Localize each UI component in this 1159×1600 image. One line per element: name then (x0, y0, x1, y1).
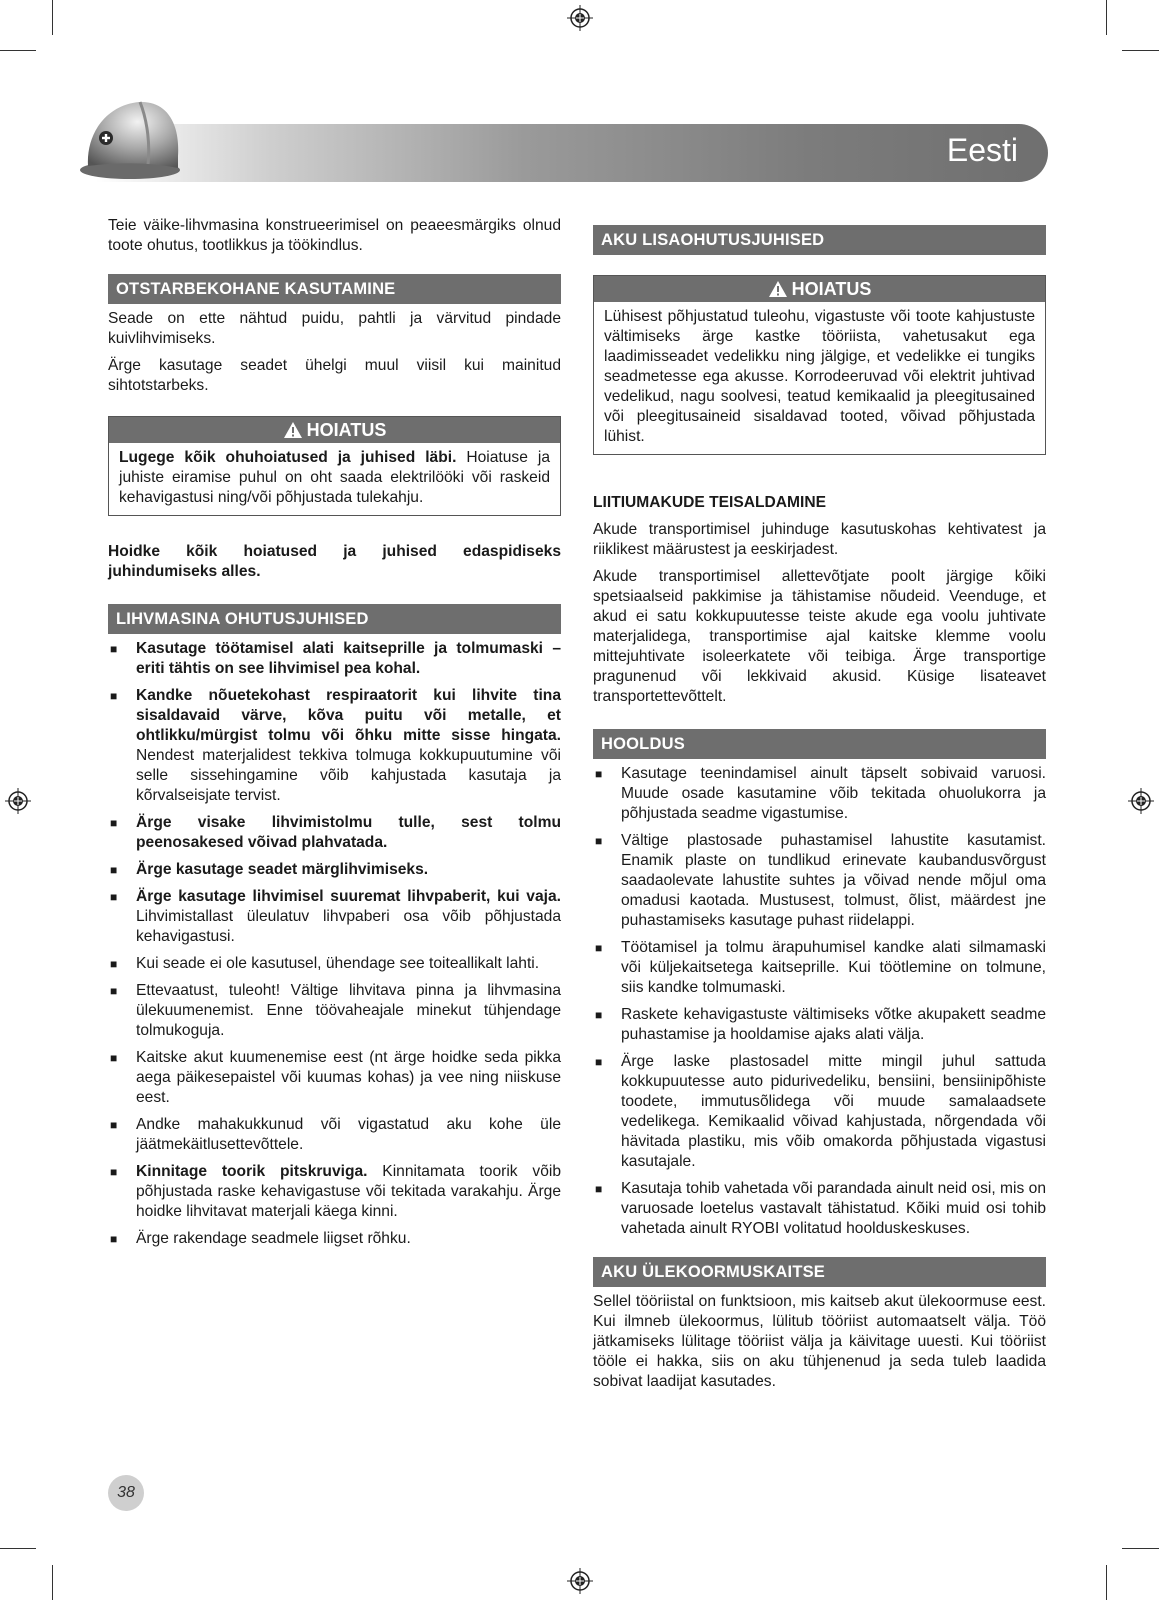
item-text: Kui seade ei ole kasutusel, ühendage see toiteallikalt lahti. (136, 955, 540, 972)
section-heading: HOOLDUS (593, 729, 1046, 759)
warning-box (108, 416, 561, 516)
bullet-icon: ■ (110, 816, 118, 830)
bullet-icon: ■ (595, 1008, 603, 1022)
list-item (108, 813, 561, 853)
sander-safety-list (108, 639, 561, 1249)
warning-header (109, 417, 560, 443)
left-column (108, 216, 561, 1256)
warning-body: Lühisest põhjustatud tuleohu, vigastuste või toote kahjustuste vältimiseks ärge kastke tööriista, vahetusakut ega laadimisseadet vedelikku ning jälgige, et vedelikke ei tungiks seadmetesse ega akusse. Korrodeeruvad või elektrit juhtivad vedelikud, nagu soolvesi, teatud kemikaalid ja pleegitusained või pleegitusaineid sisaldavad tooted, võivad põhjustada lühist. (604, 308, 1035, 445)
warning-title: HOIATUS (306, 420, 387, 440)
bullet-icon: ■ (110, 1118, 118, 1132)
crop-mark (1122, 50, 1159, 51)
item-text: Kinnitamata toorik võib põhjustada raske kehavigastuse või tekitada varakahju. Ärge hoidke lihvitavat materjali käega kinni. (136, 1163, 561, 1220)
item-text: Ettevaatust, tuleoht! Vältige lihvitava pinna ja lihvmasina ülekuumenemist. Enne töövaheajale minekut tühjendage tolmukoguja. (136, 982, 561, 1039)
crop-mark (52, 1565, 53, 1600)
warning-bold: Lugege kõik ohuhoiatused ja juhised läbi. (119, 449, 457, 466)
list-item (593, 1179, 1046, 1239)
bullet-icon: ■ (110, 984, 118, 998)
header-banner (96, 124, 1048, 182)
list-item (593, 764, 1046, 824)
crop-mark (1106, 0, 1107, 35)
bullet-icon: ■ (110, 1232, 118, 1246)
item-text: Kasutage teenindamisel ainult täpselt sobivaid varuosi. Muude osade kasutamine võib tekitada ohuolukorra ja põhjustada seadme vigastumise. (621, 765, 1046, 822)
intro-text: Teie väike-lihvmasina konstrueerimisel on peaeesmärgiks olnud toote ohutus, tootlikkus ja töökindlus. (108, 217, 561, 254)
bullet-icon: ■ (110, 689, 118, 703)
warning-body (109, 443, 560, 515)
item-text: Ärge rakendage seadmele liigset rõhku. (136, 1230, 411, 1247)
registration-mark-icon (567, 1568, 593, 1594)
registration-mark-icon (567, 5, 593, 31)
list-item (593, 938, 1046, 998)
item-text: Nendest materjalidest tekkiva tolmuga kokkupuutumine või selle sissehingamine võib kahjustada kasutaja ja kõrvalseisjate tervist. (136, 747, 561, 804)
right-column (593, 225, 1046, 1399)
crop-mark (52, 0, 53, 35)
list-item (108, 639, 561, 679)
section-heading: LIHVMASINA OHUTUSJUHISED (108, 604, 561, 634)
item-bold: Ärge kasutage lihvimisel suuremat lihvpaberit, kui vaja. (136, 888, 561, 905)
list-item (108, 1229, 561, 1249)
bullet-icon: ■ (110, 1165, 118, 1179)
paragraph: Ärge kasutage seadet ühelgi muul viisil kui mainitud sihtotstarbeks. (108, 357, 561, 394)
registration-mark-icon (5, 788, 31, 814)
bullet-icon: ■ (110, 1051, 118, 1065)
keep-note: Hoidke kõik hoiatused ja juhised edaspidiseks juhindumiseks alles. (108, 543, 561, 580)
language-title: Eesti (946, 132, 1018, 168)
crop-mark (0, 1548, 36, 1549)
warning-box (593, 275, 1046, 455)
page-number: 38 (108, 1475, 144, 1511)
crop-mark (0, 50, 36, 51)
bullet-icon: ■ (595, 941, 603, 955)
list-item (108, 860, 561, 880)
list-item (108, 1115, 561, 1155)
bullet-icon: ■ (110, 863, 118, 877)
list-item (108, 887, 561, 947)
section-heading: AKU LISAOHUTUSJUHISED (593, 225, 1046, 255)
paragraph: Seade on ette nähtud puidu, pahtli ja värvitud pindade kuivlihvimiseks. (108, 310, 561, 347)
bullet-icon: ■ (110, 642, 118, 656)
warning-triangle-icon (283, 421, 303, 439)
list-item (593, 1052, 1046, 1172)
paragraph: Akude transportimisel allettevõtjate poolt järgige kõiki spetsiaalseid pakkimise ja tähistamise nõudeid. Veenduge, et akud ei satu kokkupuutesse teiste akude ega voolu juhtivate materjalidega, transportimise ajal kaitske klemme voolu mittejuhtivate isoleerkatete või teibiga. Ärge transportige pragunenud või lekkivaid akusid. Küsige lisateavet transportettevõttelt. (593, 568, 1046, 705)
item-bold: Kinnitage toorik pitskruviga. (136, 1163, 368, 1180)
warning-text: Hoiatuse ja juhiste eiramise puhul on oht saada elektrilööki või raskeid kehavigastusi ning/või põhjustada tulekahju. (119, 449, 550, 506)
bullet-icon: ■ (595, 834, 603, 848)
list-item (108, 1048, 561, 1108)
item-text: Ärge laske plastosadel mitte mingil juhul sattuda kokkupuutesse auto pidurivedeliku, bensiini, bensiinipõhiste toodete, immutusõlidega või muude samalaadsete vedelikega. Kemikaalid võivad kahjustada, nõrgendada või hävitada plastiku, mis võib omakorda põhjustada vigastusi kasutajale. (621, 1053, 1046, 1170)
list-item (108, 954, 561, 974)
safety-helmet-icon (78, 92, 188, 184)
crop-mark (1122, 1548, 1159, 1549)
bullet-icon: ■ (595, 1182, 603, 1196)
warning-title: HOIATUS (791, 279, 872, 299)
item-text: Töötamisel ja tolmu ärapuhumisel kandke alati silmamaski või küljekaitsetega kaitseprille. Kui töötlemine on tolmune, siis kandke tolmumaski. (621, 939, 1046, 996)
paragraph: Akude transportimisel juhinduge kasutuskohas kehtivatest ja riiklikest määrustest ja eeskirjadest. (593, 521, 1046, 558)
crop-mark (1106, 1565, 1107, 1600)
list-item (108, 981, 561, 1041)
list-item (593, 1005, 1046, 1045)
registration-mark-icon (1128, 788, 1154, 814)
section-heading: AKU ÜLEKOORMUSKAITSE (593, 1257, 1046, 1287)
item-bold: Ärge visake lihvimistolmu tulle, sest tolmu peenosakesed võivad plahvatada. (136, 814, 561, 851)
item-text: Andke mahakukkunud või vigastatud aku kohe üle jäätmekäitlusettevõttele. (136, 1116, 561, 1153)
section-heading: OTSTARBEKOHANE KASUTAMINE (108, 274, 561, 304)
item-bold: Ärge kasutage seadet märglihvimiseks. (136, 861, 429, 878)
item-text: Lihvimistallast üleulatuv lihvpaberi osa võib põhjustada kehavigastusi. (136, 908, 561, 945)
bullet-icon: ■ (595, 1055, 603, 1069)
list-item (108, 686, 561, 806)
subheading: LIITIUMAKUDE TEISALDAMINE (593, 494, 827, 511)
item-text: Raskete kehavigastuste vältimiseks võtke akupakett seadme puhastamise ja hooldamise ajaks alati välja. (621, 1006, 1046, 1043)
item-bold: Kasutage töötamisel alati kaitseprille ja tolmumaski – eriti tähtis on see lihvimisel pea kohal. (136, 640, 561, 677)
bullet-icon: ■ (595, 767, 603, 781)
item-bold: Kandke nõuetekohast respiraatorit kui lihvite tina sisaldavaid värve, kõva puitu või metalle, et ohtlikku/mürgist tolmu või õhku mitte sisse hingata. (136, 687, 561, 744)
paragraph: Sellel tööriistal on funktsioon, mis kaitseb akut ülekoormuse eest. Kui ilmneb ülekoormus, lülitub tööriist automaatselt välja. Töö jätkamiseks lülitage tööriist välja ja käivitage uuesti. Kui tööriist tööle ei hakka, siis on aku tühjenenud ja seda tuleb laadida sobivat laadijat kasutades. (593, 1293, 1046, 1390)
list-item (108, 1162, 561, 1222)
bullet-icon: ■ (110, 890, 118, 904)
bullet-icon: ■ (110, 957, 118, 971)
list-item (593, 831, 1046, 931)
item-text: Kaitske akut kuumenemise eest (nt ärge hoidke seda pikka aega päikesepaistel või kuumas kohas) ja vee ning niiskuse eest. (136, 1049, 561, 1106)
item-text: Kasutaja tohib vahetada või parandada ainult neid osi, mis on varuosade loetelus vastavalt tähistatud. Kõiki muid osi tohib vahetada ainult RYOBI volitatud hoolduskeskuses. (621, 1180, 1046, 1237)
item-text: Vältige plastosade puhastamisel lahustite kasutamist. Enamik plaste on tundlikud erinevate kaubandusvõrgust saadaolevate lahustite suhtes ja võivad nende mõjul oma omadusi kaotada. Mustusest, tolmust, õlist, määrdest jne puhastamiseks kasutage puhast riidelappi. (621, 832, 1046, 929)
warning-header (594, 276, 1045, 302)
maintenance-list (593, 764, 1046, 1239)
warning-triangle-icon (768, 280, 788, 298)
